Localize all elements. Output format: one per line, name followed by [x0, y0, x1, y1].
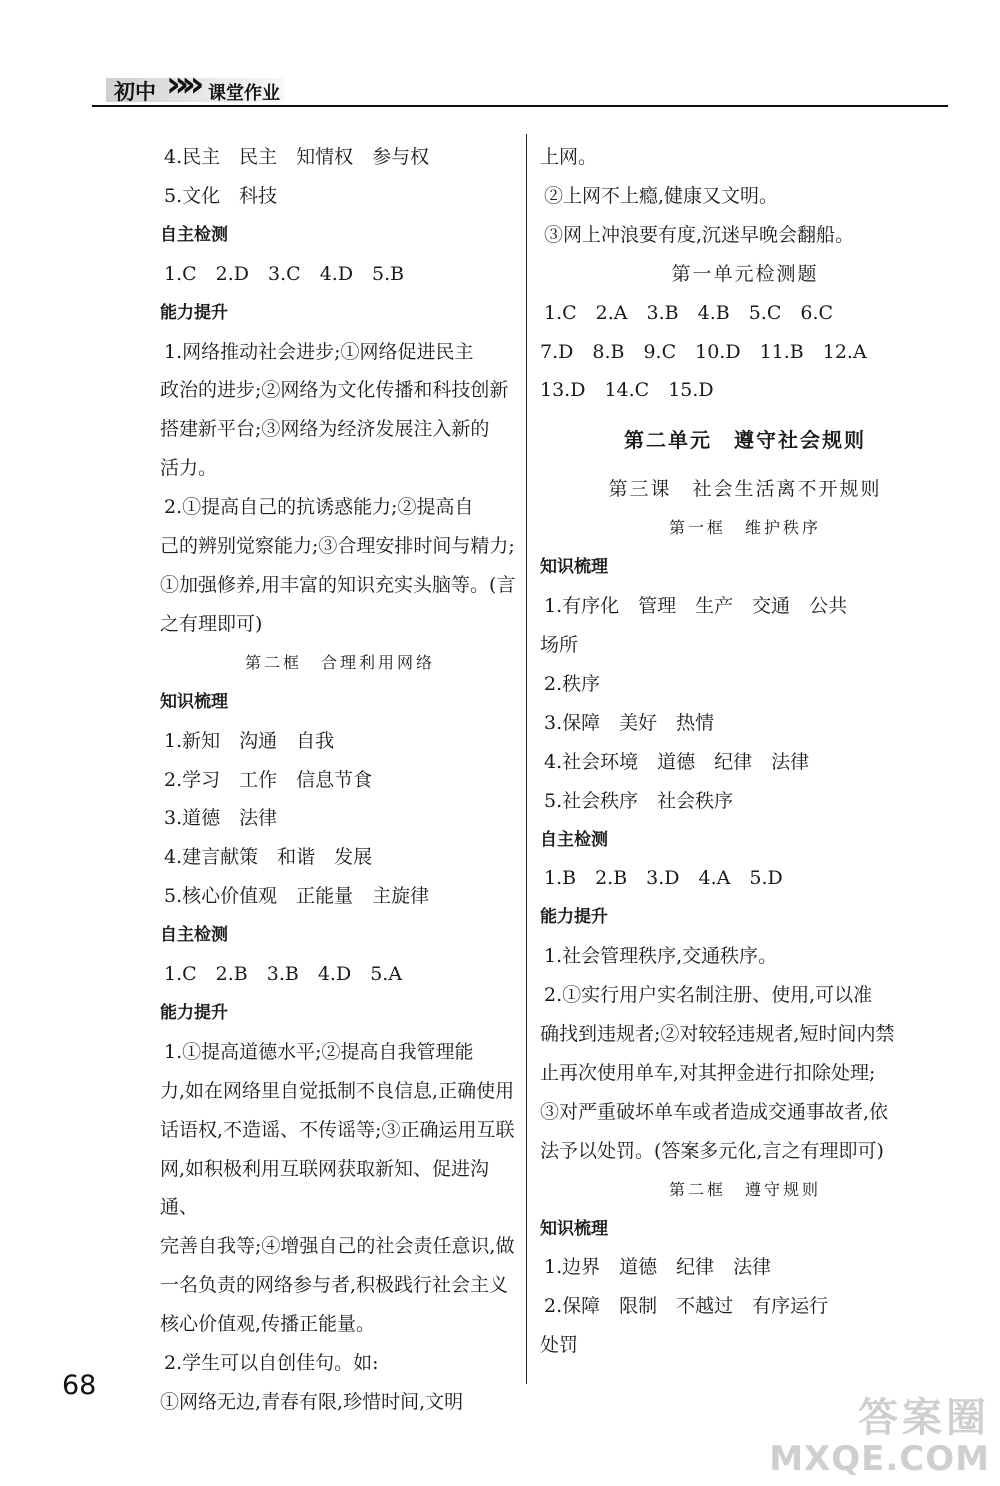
answer-line: 1.B 2.B 3.D 4.A 5.D	[544, 867, 783, 890]
watermark-line2: MXQE.COM	[769, 1439, 990, 1479]
subsection-title: 第一框 维护秩序	[668, 518, 821, 538]
watermark-line1: 答案圈	[858, 1395, 990, 1441]
answer-line: 2.学生可以自创佳句。如:	[164, 1352, 379, 1375]
answer-line: 话语权,不造谣、不传谣等;③正确运用互联	[160, 1118, 515, 1141]
answer-line: 2.秩序	[544, 672, 601, 695]
answer-line: 活力。	[160, 457, 218, 480]
right-column	[540, 138, 950, 1365]
answer-line: 核心价值观,传播正能量。	[160, 1313, 376, 1336]
answer-line: ③对严重破坏单车或者造成交通事故者,依	[540, 1100, 889, 1123]
answer-line: 完善自我等;④增强自己的社会责任意识,做	[160, 1235, 515, 1258]
answer-line: 4.民主 民主 知情权 参与权	[164, 146, 430, 168]
left-column	[160, 138, 520, 1422]
header-brand: 初中	[114, 80, 156, 104]
answer-line: 法予以处罚。(答案多元化,言之有理即可)	[540, 1139, 884, 1162]
answer-line: 13.D 14.C 15.D	[540, 379, 714, 402]
watermark-logo	[769, 1396, 990, 1478]
answer-line: 确找到违规者;②对较轻违规者,短时间内禁	[540, 1023, 895, 1046]
answer-line: 5.核心价值观 正能量 主旋律	[164, 885, 430, 908]
header-rule	[92, 105, 948, 107]
answer-line: 2.保障 限制 不越过 有序运行	[544, 1295, 829, 1318]
answer-line: 1.C 2.A 3.B 4.B 5.C 6.C	[544, 301, 834, 324]
answer-line: ①加强修养,用丰富的知识充实头脑等。(言	[160, 573, 516, 596]
answer-line: 1.①提高道德水平;②提高自我管理能	[164, 1040, 474, 1063]
section-heading: 知识梳理	[540, 557, 608, 578]
answer-line: 2.①实行用户实名制注册、使用,可以准	[544, 984, 873, 1007]
answer-line: 网,如积极利用互联网获取新知、促进沟通、	[160, 1157, 490, 1219]
answer-line: 4.建言献策 和谐 发展	[164, 846, 373, 869]
answer-line: 搭建新平台;③网络为经济发展注入新的	[160, 418, 490, 441]
section-heading: 知识梳理	[160, 691, 228, 712]
answer-line: 场所	[540, 633, 579, 656]
section-heading: 自主检测	[540, 829, 608, 850]
answer-line: 政治的进步;②网络为文化传播和科技创新	[160, 379, 509, 402]
answer-line: 1.新知 沟通 自我	[164, 729, 335, 752]
answer-line: 1.网络推动社会进步;①网络促进民主	[164, 340, 474, 363]
page-number: 68	[62, 1370, 97, 1401]
section-heading: 自主检测	[160, 224, 228, 245]
answer-line: 5.文化 科技	[164, 184, 278, 207]
answer-line: 一名负责的网络参与者,积极践行社会主义	[160, 1274, 509, 1297]
answer-line: 1.边界 道德 纪律 法律	[544, 1256, 772, 1279]
answer-line: 己的辨别觉察能力;③合理安排时间与精力;	[160, 535, 515, 558]
section-heading: 能力提升	[540, 907, 608, 928]
subsection-title: 第二框 合理利用网络	[244, 652, 435, 672]
answer-line: 止再次使用单车,对其押金进行扣除处理;	[540, 1061, 876, 1084]
answer-line: 处罚	[540, 1334, 579, 1357]
section-heading: 自主检测	[160, 925, 228, 946]
lesson-title: 第三课 社会生活离不开规则	[608, 478, 882, 501]
answer-line: ①网络无边,青春有限,珍惜时间,文明	[160, 1391, 464, 1413]
answer-line: 5.社会秩序 社会秩序	[544, 789, 734, 812]
answer-line: 4.社会环境 道德 纪律 法律	[544, 750, 810, 773]
answer-line: 力,如在网络里自觉抵制不良信息,正确使用	[160, 1079, 515, 1102]
answer-line: ②上网不上瘾,健康又文明。	[544, 184, 779, 207]
answer-line: 1.有序化 管理 生产 交通 公共	[544, 595, 848, 618]
subsection-title: 第二框 遵守规则	[668, 1179, 821, 1199]
column-divider	[526, 134, 527, 1384]
answer-line: ③网上冲浪要有度,沉迷早晚会翻船。	[544, 223, 855, 246]
answer-line: 2.学习 工作 信息节食	[164, 768, 373, 791]
page-header	[92, 60, 948, 110]
answer-line: 1.C 2.D 3.C 4.D 5.B	[164, 262, 405, 285]
subsection-title: 第一单元检测题	[671, 262, 819, 285]
answer-line: 1.社会管理秩序,交通秩序。	[544, 945, 778, 968]
unit-title: 第二单元 遵守社会规则	[624, 428, 866, 453]
header-chevron-icon: »»	[166, 64, 197, 105]
answer-line: 1.C 2.B 3.B 4.D 5.A	[164, 963, 403, 986]
answer-line: 2.①提高自己的抗诱惑能力;②提高自	[164, 496, 474, 519]
answer-line: 之有理即可)	[160, 612, 263, 635]
answer-line: 3.保障 美好 热情	[544, 711, 715, 734]
answer-line: 上网。	[540, 146, 598, 168]
answer-line: 7.D 8.B 9.C 10.D 11.B 12.A	[540, 340, 867, 363]
answer-line: 3.道德 法律	[164, 807, 278, 830]
header-subtitle: 课堂作业	[208, 83, 280, 104]
section-heading: 能力提升	[160, 1002, 228, 1023]
section-heading: 知识梳理	[540, 1218, 608, 1239]
section-heading: 能力提升	[160, 302, 228, 323]
